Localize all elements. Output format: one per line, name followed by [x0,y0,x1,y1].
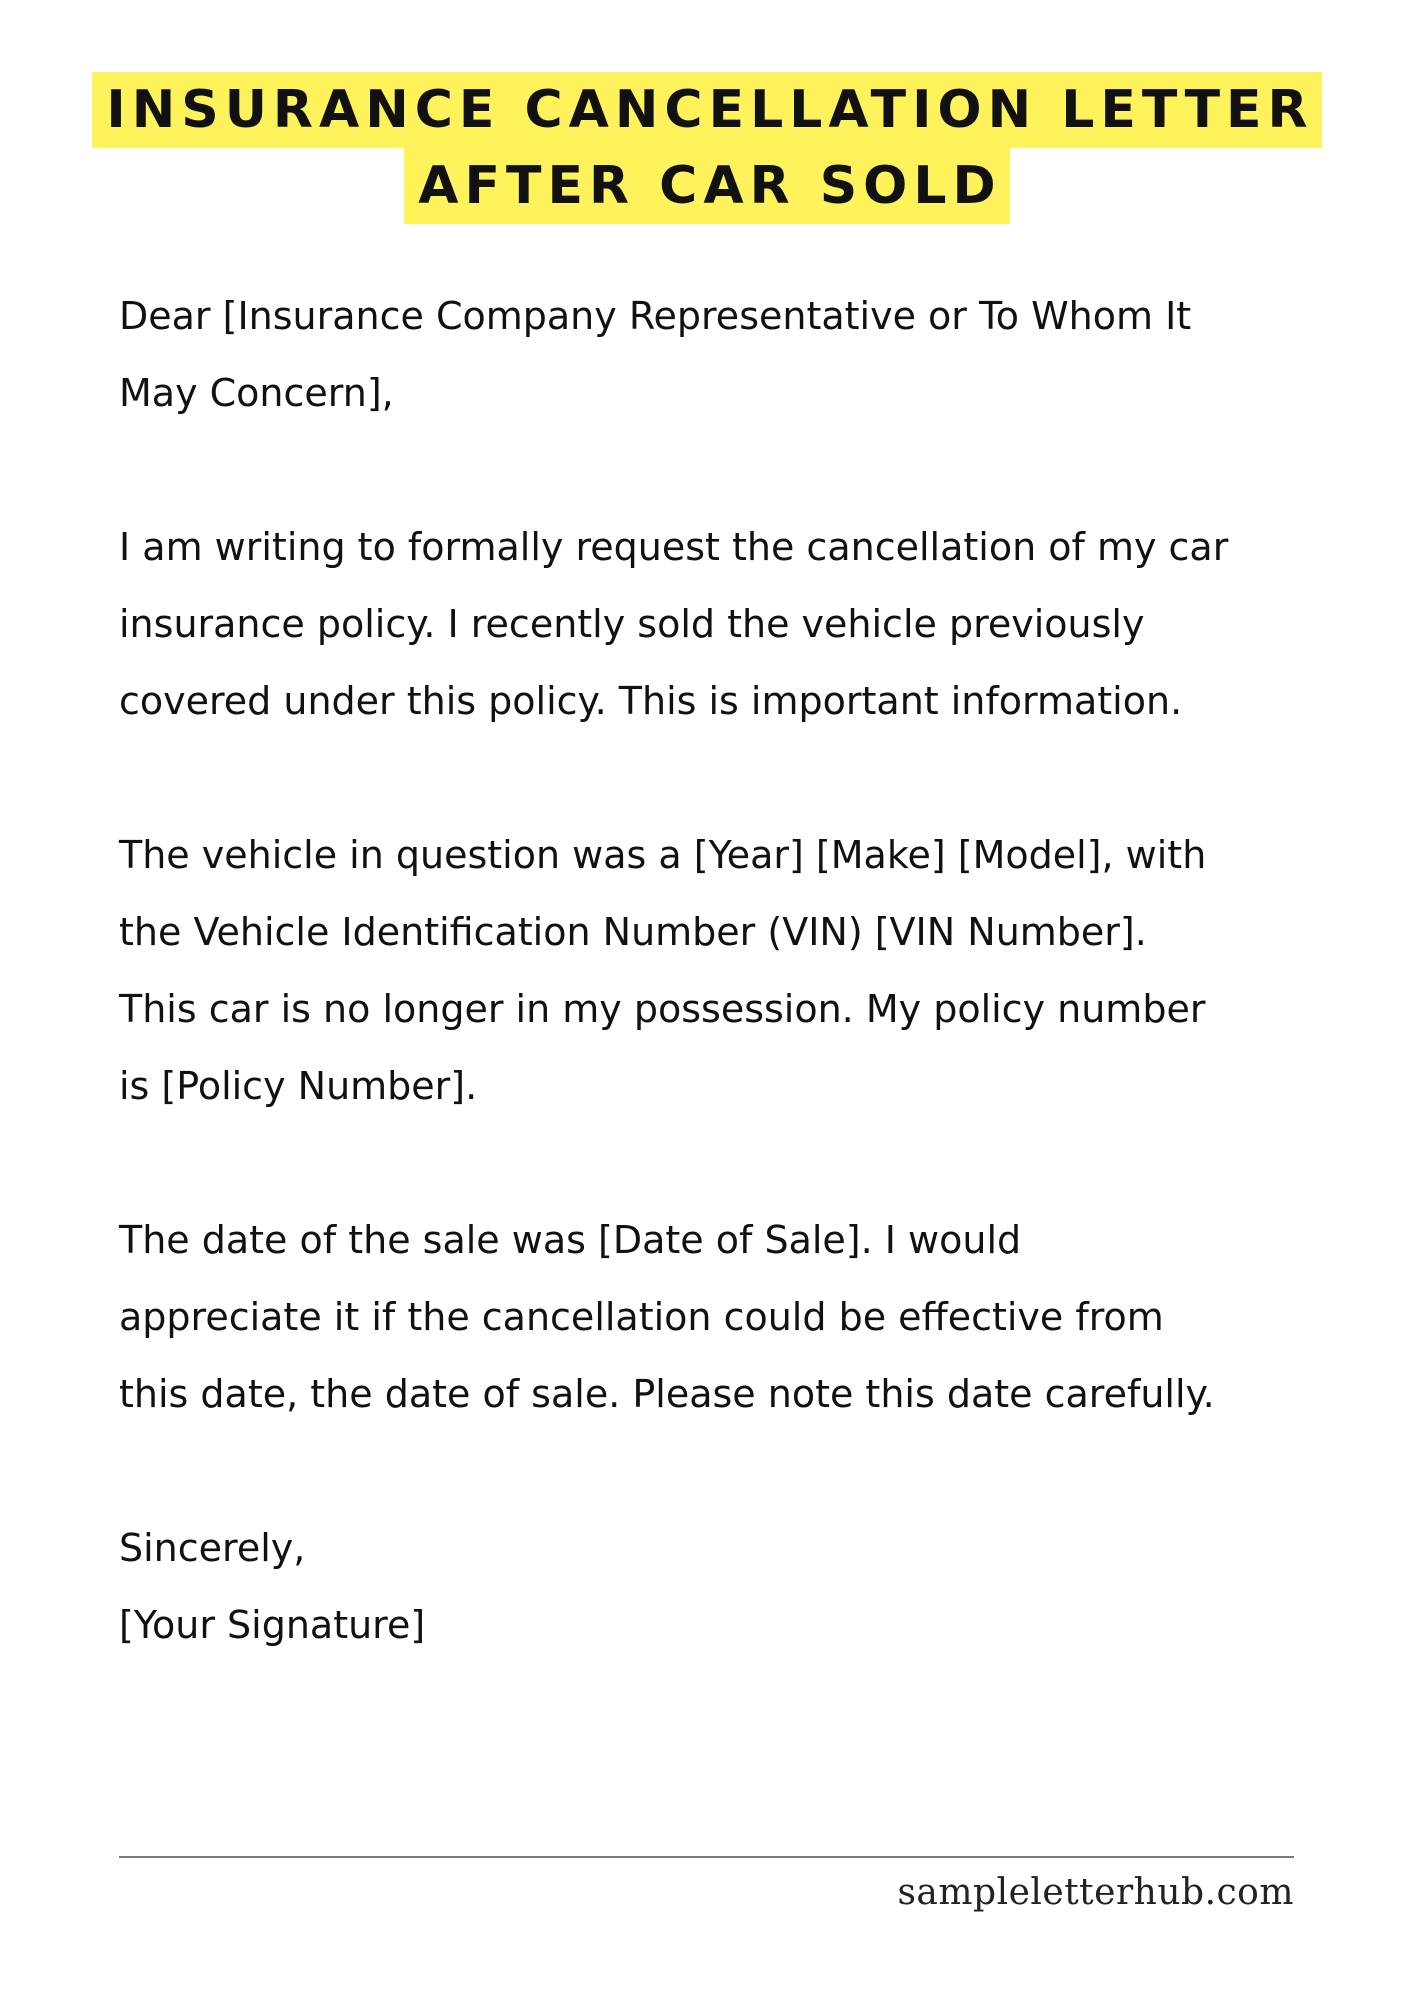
title-line-2: AFTER CAR SOLD [404,148,1009,224]
paragraph-gap [119,1125,1369,1202]
signature-placeholder: [Your Signature] [119,1603,426,1647]
footer-site-name: sampleletterhub.com [897,1872,1294,1913]
paragraph-gap [119,740,1369,817]
closing: Sincerely, [119,1526,306,1570]
letter-title [0,72,1414,224]
paragraph-gap [119,432,1369,509]
paragraph-3-line-1: The date of the sale was [Date of Sale]. I would [119,1218,1022,1262]
paragraph-3-line-3: this date, the date of sale. Please note this date carefully. [119,1372,1215,1416]
footer-divider [119,1856,1294,1858]
paragraph-1-line-3: covered under this policy. This is important information. [119,679,1183,723]
paragraph-2-line-4: is [Policy Number]. [119,1064,478,1108]
letter-body [119,278,1369,1664]
paragraph-1-line-1: I am writing to formally request the cancellation of my car [119,525,1229,569]
salutation-line-1: Dear [Insurance Company Representative or To Whom It [119,294,1192,338]
paragraph-gap [119,1433,1369,1510]
title-line-1: INSURANCE CANCELLATION LETTER [92,72,1321,148]
paragraph-2-line-3: This car is no longer in my possession. My policy number [119,987,1206,1031]
paragraph-2-line-2: the Vehicle Identification Number (VIN) [VIN Number]. [119,910,1147,954]
paragraph-3-line-2: appreciate it if the cancellation could be effective from [119,1295,1164,1339]
paragraph-1-line-2: insurance policy. I recently sold the vehicle previously [119,602,1145,646]
salutation-line-2: May Concern], [119,371,394,415]
paragraph-2-line-1: The vehicle in question was a [Year] [Make] [Model], with [119,833,1207,877]
